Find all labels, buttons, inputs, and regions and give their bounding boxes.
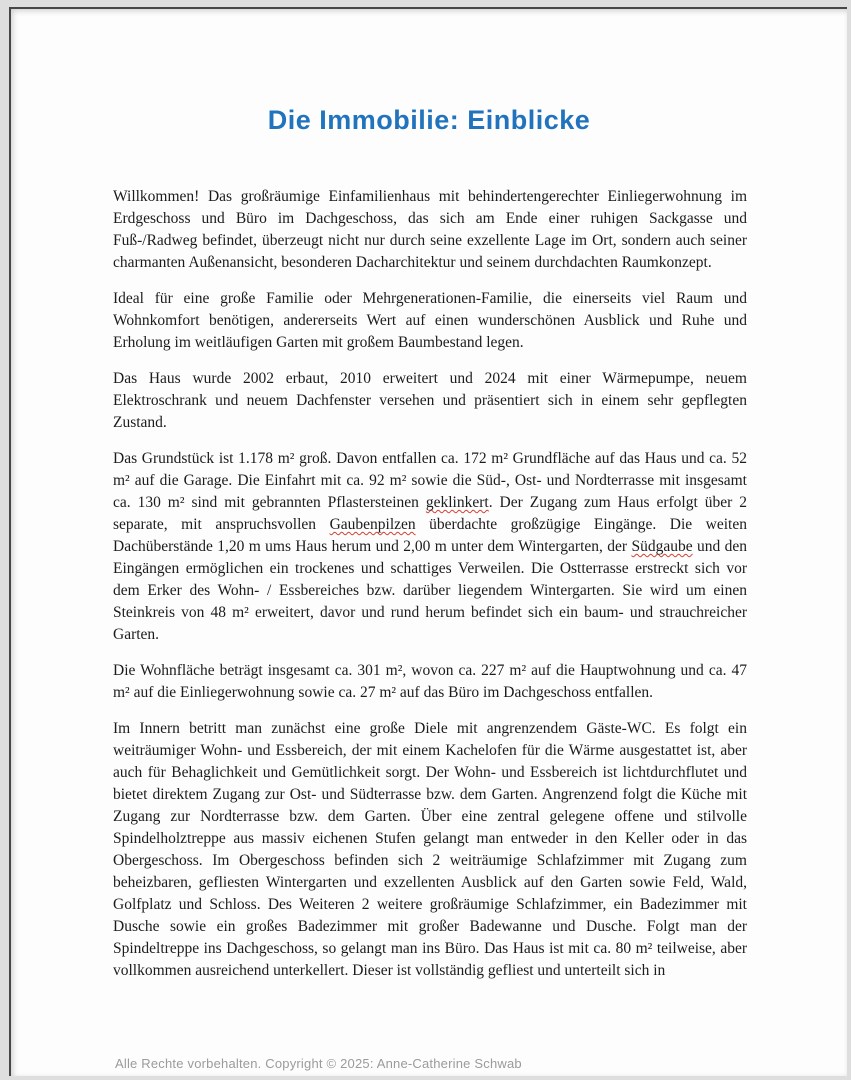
- paragraph: Willkommen! Das großräumige Einfamilienhaus mit behindertengerechter Einliegerwohnung im Erdgeschoss und Büro im Dachgeschoss, das sich am Ende einer ruhigen Sackgasse und Fuß-/Radweg befindet, überzeugt nicht nur durch seine exzellente Lage im Ort, sondern auch seiner charmanten Außenansicht, besonderen Dacharchitektur und seinem durchdachten Raumkonzept.: [113, 188, 747, 271]
- spellcheck-flagged-word: Südgaube: [631, 538, 693, 555]
- spellcheck-flagged-word: Gaubenpilzen: [329, 516, 416, 533]
- paragraph: Das Haus wurde 2002 erbaut, 2010 erweitert und 2024 mit einer Wärmepumpe, neuem Elektroschrank und neuem Dachfenster versehen und präsentiert sich in einem sehr gepflegten Zustand.: [113, 370, 747, 431]
- paragraph: Das Grundstück ist 1.178 m² groß. Davon entfallen ca. 172 m² Grundfläche auf das Haus und ca. 52 m² auf die Garage. Die Einfahrt mit ca. 92 m² sowie die Süd-, Ost- und Nordterrasse mit insgesamt ca. 130 m² sind mit gebrannten Pflastersteinen geklinkert. Der Zugang zum Haus erfolgt über 2 separate, mit anspruchsvollen Gaubenpilzen überdachte großzügige Eingänge. Die weiten Dachüberstände 1,20 m ums Haus herum und 2,00 m unter dem Wintergarten, der Südgaube und den Eingängen ermöglichen ein trockenes und schattiges Verweilen. Die Ostterrasse erstreckt sich vor dem Erker des Wohn- / Essbereiches bzw. darüber liegendem Wintergarten. Sie wird um einen Steinkreis von 48 m² erweitert, davor und rund herum befindet sich ein baum- und strauchreicher Garten.: [113, 450, 747, 643]
- paragraph: Die Wohnfläche beträgt insgesamt ca. 301 m², wovon ca. 227 m² auf die Hauptwohnung und ca. 47 m² auf die Einliegerwohnung sowie ca. 27 m² auf das Büro im Dachgeschoss entfallen.: [113, 662, 747, 701]
- spellcheck-flagged-word: geklinkert: [425, 494, 489, 511]
- copyright-footer: Alle Rechte vorbehalten. Copyright © 2025: Anne-Catherine Schwab: [115, 1056, 522, 1071]
- document-body: [11, 186, 847, 982]
- document-page: [9, 7, 847, 1076]
- paragraph: Im Innern betritt man zunächst eine große Diele mit angrenzendem Gäste-WC. Es folgt ein weiträumiger Wohn- und Essbereich, der mit einem Kachelofen für die Wärme ausgestattet ist, aber auch für Behaglichkeit und Gemütlichkeit sorgt. Der Wohn- und Essbereich ist lichtdurchflutet und bietet direktem Zugang zur Ost- und Südterrasse bzw. dem Garten. Angrenzend folgt die Küche mit Zugang zur Nordterrasse bzw. dem Garten. Über eine zentral gelegene offene und stilvolle Spindelholztreppe aus massiv eichenen Stufen gelangt man entweder in den Keller oder in das Obergeschoss. Im Obergeschoss befinden sich 2 weiträumige Schlafzimmer mit Zugang zum beheizbaren, gefliesten Wintergarten und exzellenten Ausblick auf den Garten sowie Feld, Wald, Golfplatz und Schloss. Des Weiteren 2 weitere großräumige Schlafzimmer, ein Badezimmer mit Dusche sowie ein großes Badezimmer mit großer Badewanne und Dusche. Folgt man der Spindeltreppe ins Dachgeschoss, so gelangt man ins Büro. Das Haus ist mit ca. 80 m² teilweise, aber vollkommen ausreichend unterkellert. Dieser ist vollständig gefliest und unterteilt sich in: [113, 720, 747, 979]
- page-title: Die Immobilie: Einblicke: [267, 105, 591, 135]
- paragraph: Ideal für eine große Familie oder Mehrgenerationen-Familie, die einerseits viel Raum und Wohnkomfort benötigen, andererseits Wert auf einen wunderschönen Ausblick und Ruhe und Erholung im weitläufigen Garten mit großem Baumbestand legen.: [113, 290, 747, 351]
